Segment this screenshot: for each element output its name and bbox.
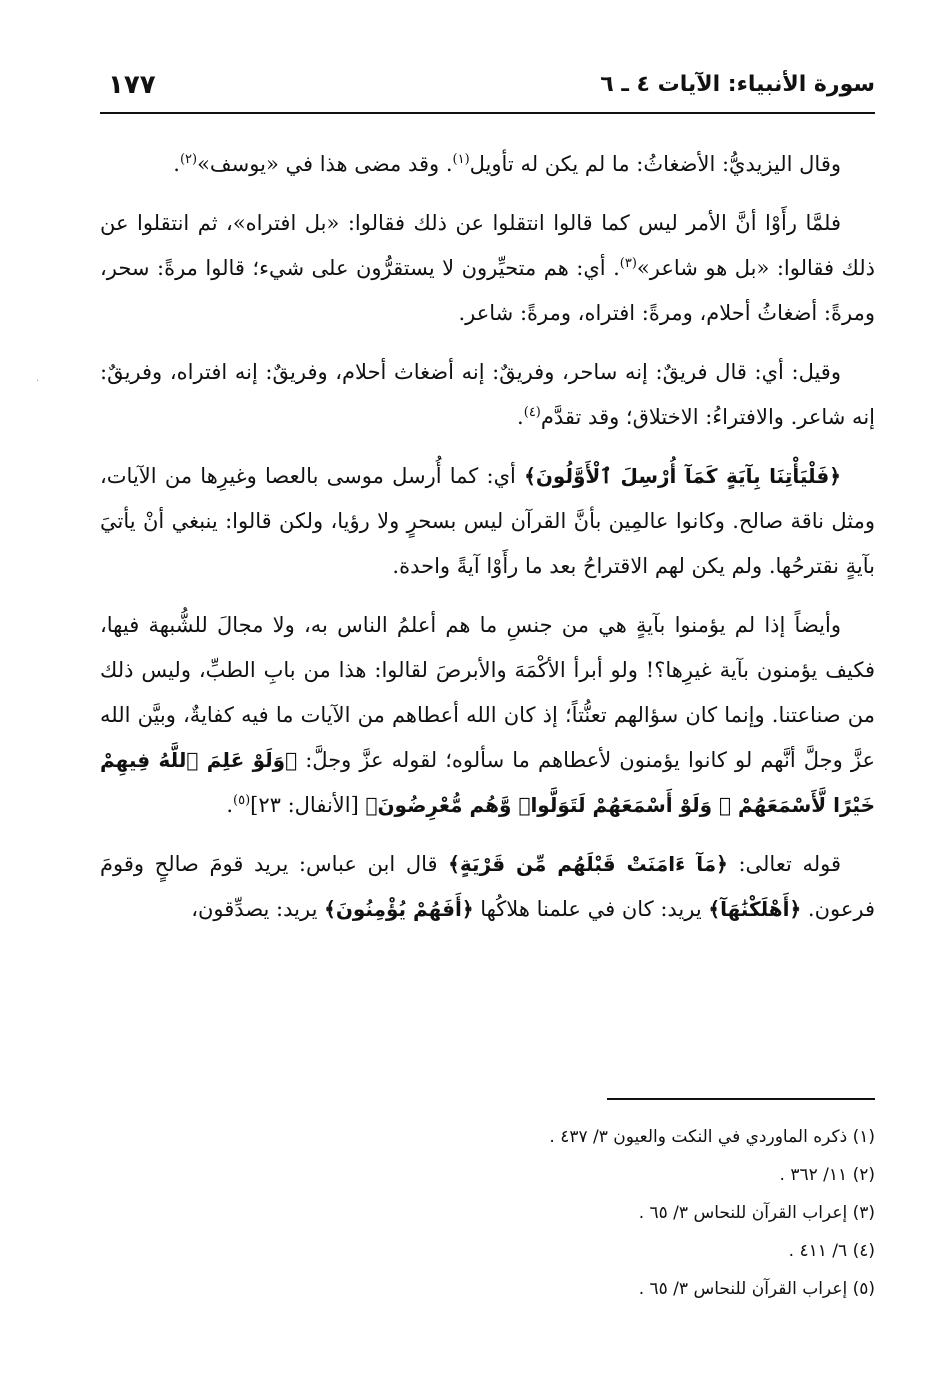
text-run: وقال اليزيديُّ: الأضغاثُ: ما لم يكن له تأويل [469,152,841,176]
running-header [100,68,875,114]
paragraph-3 [100,350,875,440]
text-run: . وقد مضى هذا في «يوسف» [197,152,453,176]
text-run: . أي: هم متحيِّرون لا يستقرُّون على شيء؛ قالوا مرةً: سحر، ومرةً: أضغاثُ أحلام، ومرةً: افتراه، ومرةً: شاعر. [100,256,875,325]
text-run: فلمَّا رأَوْا أنَّ الأمر ليس كما قالوا انتقلوا عن ذلك فقالوا: «بل افتراه»، ثم انتقلوا عن ذلك فقالوا: «بل هو شاعر» [100,211,875,280]
footnote-ref-1: (١) [452,152,470,167]
text-run: قوله تعالى: [727,852,841,876]
text-run: قال ابن عباس: يريد قومَ صالحٍ وقومَ فرعون. [100,852,875,921]
footnote-3: (٣) إعراب القرآن للنحاس ٣/ ٦٥ . [638,1203,875,1223]
footnote-5: (٥) إعراب القرآن للنحاس ٣/ ٦٥ . [638,1279,875,1299]
text-run: وقيل: أي: قال فريقٌ: إنه ساحر، وفريقٌ: إنه أضغاث أحلام، وفريقٌ: إنه افتراه، وفريقٌ: إنه شاعر. والافتراءُ: الاختلاق؛ وقد تقدَّم [100,360,875,429]
footnote-ref-3: (٣) [619,256,637,271]
paragraph-6 [100,842,875,932]
footnote-divider [607,1098,875,1100]
text-run: أي: كما أُرسل موسى بالعصا وغيرِها من الآيات، ومثل ناقة صالح. وكانوا عالمِين بأنَّ القرآن ليس بسحرٍ ولا رؤيا، ولكن قالوا: ينبغي أنْ يأتيَ بآيةٍ نقترحُها. ولم يكن لهم الاقتراحُ بعد ما رأَوْا آيةً واحدة. [100,464,875,578]
page-number: ١٧٧ [108,70,156,100]
text-run: وأيضاً إذا لم يؤمنوا بآيةٍ هي من جنسِ ما هم أعلمُ الناس به، ولا مجالَ للشُّبهة فيها، فكيف يؤمنون بآية غيرِها؟! ولو أبرأ الأكْمَهَ والأبرصَ لقالوا: هذا من بابِ الطبِّ، وليس ذلك من صناعتنا. وإنما كان سؤالهم تعنُّتاً؛ إذ كان الله أعطاهم من الآيات ما فيه كفايةٌ، وبيَّن الله عزَّ وجلَّ أنَّهم لو كانوا يؤمنون لأعطاهم ما سألوه؛ لقوله عزَّ وجلَّ: [100,613,875,772]
footnote-ref-5: (٥) [233,793,251,808]
footnote-ref-4: (٤) [523,405,541,420]
text-run: يريد: كان في علمنا هلاكُها [473,897,709,921]
footnote-1: (١) ذكره الماوردي في النكت والعيون ٣/ ٤٣٧ . [549,1127,875,1147]
quran-verse: ﴿مَآ ءَامَنَتْ قَبْلَهُم مِّن قَرْيَةٍ﴾ [448,852,728,876]
verse-citation: [الأنفال: ٢٣] [250,793,366,817]
footnote-ref-2: (٢) [179,152,198,167]
quran-verse: ﴿أَفَهُمْ يُؤْمِنُونَ﴾ [324,897,474,921]
text-run: . [226,793,234,817]
text-run: . [517,405,524,429]
scan-speck: · [36,376,40,387]
quran-verse: ﴿وَلَوْ عَلِمَ ٱللَّهُ فِيهِمْ خَيْرًا لَّأَسْمَعَهُمْ ۖ وَلَوْ أَسْمَعَهُمْ لَتَوَلَّوا۟ وَّهُم مُّعْرِضُونَ﴾ [100,748,875,817]
footnotes [100,1118,875,1308]
paragraph-5 [100,603,875,828]
chapter-title: سورة الأنبياء: الآيات ٤ ـ ٦ [600,72,875,97]
quran-verse: ﴿أَهْلَكْنَٰهَآ﴾ [708,897,802,921]
text-run: يريد: يصدِّقون، [191,897,325,921]
paragraph-1 [100,142,875,187]
quran-verse: ﴿فَلْيَأْتِنَا بِآيَةٍ كَمَآ أُرْسِلَ ٱلْأَوَّلُونَ﴾ [524,464,841,488]
footnote-2: (٢) ١١/ ٣٦٢ . [779,1165,875,1185]
paragraph-2 [100,201,875,336]
main-text [100,142,875,946]
text-run: . [173,152,180,176]
paragraph-4 [100,454,875,589]
footnote-4: (٤) ٦/ ٤١١ . [788,1241,875,1261]
